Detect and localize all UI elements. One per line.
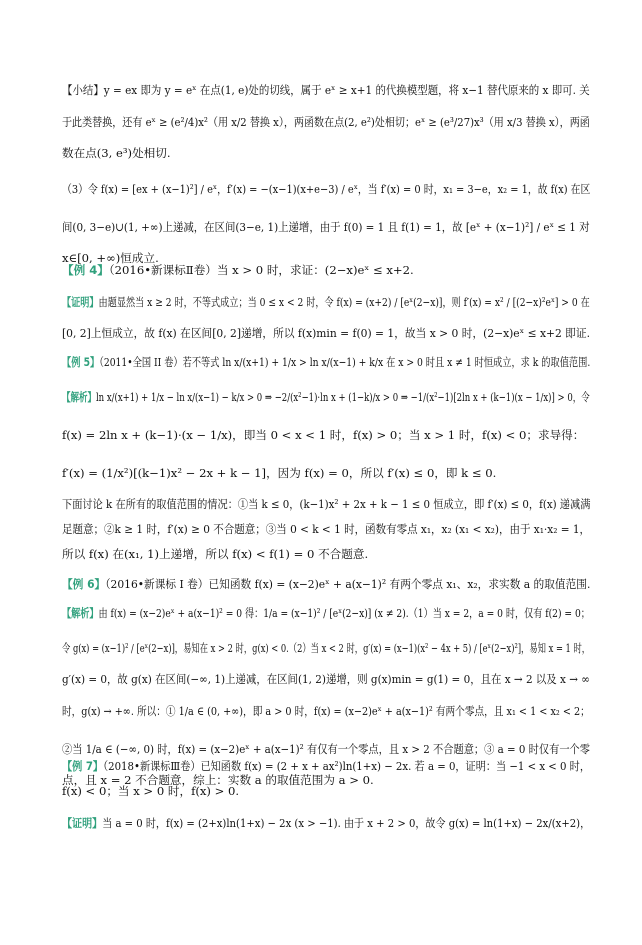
part3-line-1: （3）令 f(x) = [ex + (x−1)²] / eˣ，f′(x) = −(x−1)(x+e−3) / eˣ，当 f′(x) = 0 时，x₁ = 3−e，x₂ = 1，故 f(x) 在区 <box>62 182 591 196</box>
example-5-statement <box>62 346 591 378</box>
solution-tag: 【解析】 <box>62 390 96 404</box>
summary-line-2: 于此类替换，还有 eˣ ≥ (e²/4)x²（用 x/2 替换 x），两函数在点(2, e²)处相切；eˣ ≥ (e³/27)x³（用 x/3 替换 x），两函 <box>62 115 590 129</box>
example-5-sol-line-4: 下面讨论 k 在所有的取值范围的情况：①当 k ≤ 0，(k−1)x² + 2x + k − 1 ≤ 0 恒成立，即 f′(x) ≤ 0，f(x) 递减满 <box>62 497 591 511</box>
example-6-statement <box>62 572 591 597</box>
example-5 <box>62 346 590 567</box>
example-6-sol-line-6: 点，且 x = 2 不合题意，综上：实数 a 的取值范围为 a > 0. <box>62 773 374 787</box>
example-6-sol-line-2: 令 g(x) = (x−1)² / [eˣ(2−x)]，易知在 x > 2 时，g(x) < 0.（2）当 x < 2 时，g′(x) = (x−1)(x² − 4x + 5) / [eˣ(2−x)²]，易知 x = 1 时， <box>62 641 591 655</box>
example-4-proof-line-2: [0, 2]上恒成立，故 f(x) 在区间[0, 2]递增，所以 f(x)min = f(0) = 1，故当 x > 0 时，(2−x)eˣ ≤ x+2 即证. <box>62 326 590 340</box>
example-4 <box>62 258 590 346</box>
proof-tag: 【证明】 <box>62 295 99 309</box>
example-5-sol-line-1: 【解析】ln x/(x+1) + 1/x − ln x/(x−1) − k/x > 0 ⇒ −2/(x²−1)·ln x + (1−k)/x > 0 ⇒ −1/(x²−1)[2ln x + (k−1)(x − 1/x)] > 0，令 <box>62 390 590 404</box>
example-6-text: （2016•新课标 I 卷）已知函数 f(x) = (x−2)eˣ + a(x−1)² 有两个零点 x₁、x₂，求实数 a 的取值范围. <box>105 577 591 591</box>
example-4-statement <box>62 258 590 283</box>
example-4-tag: 【例 4】 <box>62 263 109 277</box>
example-4-proof-line-1: 【证明】由题显然当 x ≥ 2 时，不等式成立；当 0 ≤ x < 2 时，令 f(x) = (x+2) / [eˣ(2−x)]，则 f′(x) = x² / [(2−x)²eˣ] > 0 在 <box>62 295 590 309</box>
proof-tag: 【证明】 <box>62 816 103 830</box>
example-6-sol-line-1: 【解析】由 f(x) = (x−2)eˣ + a(x−1)² = 0 得：1/a = (x−1)² / [eˣ(2−x)] (x ≠ 2).（1）当 x = 2，a = 0 时，仅有 f(2) = 0； <box>62 606 590 620</box>
example-5-tag: 【例 5】 <box>62 355 100 369</box>
summary-line-3: 数在点(3, e³)处相切. <box>62 146 171 160</box>
example-4-text: （2016•新课标Ⅱ卷）当 x > 0 时，求证：(2−x)eˣ ≤ x+2. <box>108 263 414 277</box>
example-7-tag: 【例 7】 <box>62 759 104 773</box>
example-5-sol-line-3: f′(x) = (1/x²)[(k−1)x² − 2x + k − 1]，因为 f(x) = 0，所以 f′(x) ≤ 0，即 k ≤ 0. <box>62 466 497 480</box>
example-7 <box>62 754 590 842</box>
example-6-sol-line-3: g′(x) = 0，故 g(x) 在区间(−∞, 1)上递减，在区间(1, 2)递增，则 g(x)min = g(1) = 0，且在 x → 2 以及 x → ∞ <box>62 672 590 686</box>
part3-line-3: x∈[0, +∞)恒成立. <box>62 251 159 265</box>
example-7-statement-line-1: 【例 7】（2018•新课标Ⅲ卷）已知函数 f(x) = (2 + x + ax²)ln(1+x) − 2x. 若 a = 0，证明：当 −1 < x < 0 时， <box>62 759 591 773</box>
example-5-text: （2011•全国 II 卷）若不等式 ln x/(x+1) + 1/x > ln x/(x−1) + k/x 在 x > 0 时且 x ≠ 1 时恒成立，求 k 的取值范围. <box>99 355 591 369</box>
summary-block <box>62 78 590 166</box>
solution-tag: 【解析】 <box>62 606 99 620</box>
part3-line-2: 间(0, 3−e)∪(1, +∞)上递减，在区间(3−e, 1)上递增，由于 f(0) = 1 且 f(1) = 1，故 [eˣ + (x−1)²] / eˣ ≤ 1 对 <box>62 220 590 234</box>
example-7-proof: 【证明】当 a = 0 时，f(x) = (2+x)ln(1+x) − 2x (x > −1). 由于 x + 2 > 0，故令 g(x) = ln(1+x) − 2x/(x+2)， <box>62 816 591 830</box>
example-6-sol-line-5: ②当 1/a ∈ (−∞, 0) 时，f(x) = (x−2)eˣ + a(x−1)² 有仅有一个零点，且 x > 2 不合题意；③ a = 0 时仅有一个零 <box>62 742 591 756</box>
part3-block <box>62 170 590 271</box>
example-6-sol-line-4: 时，g(x) → +∞. 所以：① 1/a ∈ (0, +∞)，即 a > 0 时，f(x) = (x−2)eˣ + a(x−1)² 有两个零点，且 x₁ < 1 < x₂ < 2； <box>62 704 590 718</box>
summary-line-1: 【小结】y = ex 即为 y = eˣ 在点(1, e)处的切线，属于 eˣ ≥ x+1 的代换模型题，将 x−1 替代原来的 x 即可. 关 <box>62 83 590 97</box>
example-6-tag: 【例 6】 <box>62 577 106 591</box>
example-5-sol-line-2: f(x) = 2ln x + (k−1)·(x − 1/x)，即当 0 < x < 1 时，f(x) > 0；当 x > 1 时，f(x) < 0；求导得： <box>62 428 585 442</box>
example-5-sol-line-6: 所以 f(x) 在(x₁, 1)上递增，所以 f(x) < f(1) = 0 不合题意. <box>62 547 369 561</box>
example-7-statement-line-2: f(x) < 0；当 x > 0 时，f(x) > 0. <box>62 784 240 798</box>
example-5-sol-line-5: 足题意；②k ≥ 1 时，f′(x) ≥ 0 不合题意；③当 0 < k < 1 时，函数有零点 x₁，x₂ (x₁ < x₂)，由于 x₁·x₂ = 1， <box>62 522 591 536</box>
